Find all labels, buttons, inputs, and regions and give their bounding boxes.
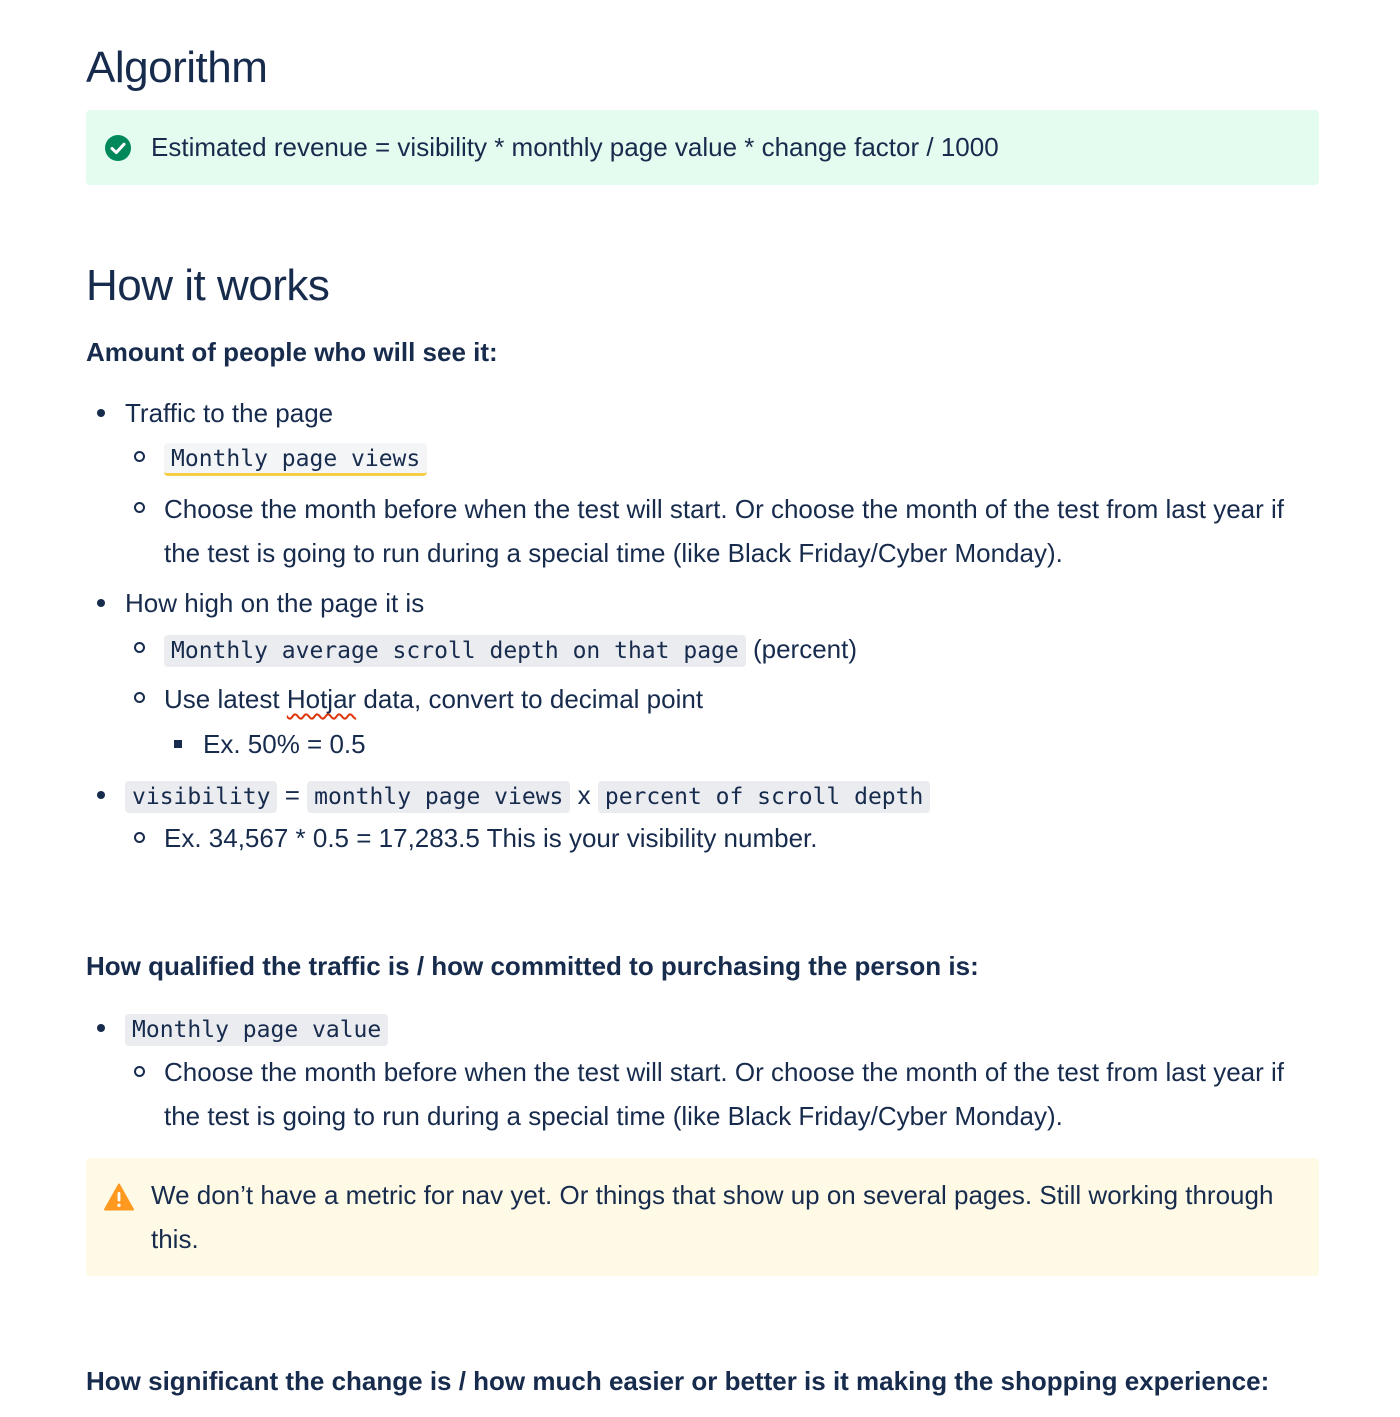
list-item-traffic: Traffic to the page	[125, 398, 334, 428]
section-heading-audience: Amount of people who will see it:	[86, 337, 498, 367]
formula-success-panel	[86, 110, 1319, 185]
bullet	[97, 1024, 105, 1032]
how-it-works-heading: How it works	[86, 261, 330, 310]
bullet	[97, 599, 105, 607]
sub-bullet	[134, 832, 145, 843]
formula-text: Estimated revenue = visibility * monthly page value * change factor / 1000	[151, 132, 999, 162]
equals-sign: =	[284, 780, 300, 810]
list-item-page-height: How high on the page it is	[125, 588, 425, 618]
sub-bullet	[134, 502, 145, 513]
warning-text: We don’t have a metric for nav yet. Or things that show up on several pages. Still working through this.	[151, 1180, 1274, 1254]
times-sign: x	[577, 780, 591, 810]
list-item-monthly-page-value	[125, 1006, 388, 1052]
list-item-month-note: Choose the month before when the test will start. Or choose the month of the test from last year if the test is going to run during a special time (like Black Friday/Cyber Monday).	[164, 494, 1284, 568]
code-percent-scroll-depth: percent of scroll depth	[598, 781, 931, 813]
warning-icon	[104, 1183, 134, 1216]
spellcheck-word[interactable]: Hotjar	[286, 684, 357, 714]
hotjar-note-pre: Use latest	[164, 684, 287, 714]
sub-bullet	[134, 692, 145, 703]
sub-sub-bullet	[174, 740, 182, 748]
algorithm-heading: Algorithm	[86, 43, 268, 92]
list-item-month-note-2: Choose the month before when the test will start. Or choose the month of the test from last year if the test is going to run during a special time (like Black Friday/Cyber Monday).	[164, 1057, 1284, 1131]
check-circle-icon	[104, 134, 132, 167]
code-monthly-page-views-lower: monthly page views	[307, 781, 570, 813]
code-visibility: visibility	[125, 781, 277, 813]
section-heading-change-significance: How significant the change is / how much easier or better is it making the shopping experience:	[86, 1366, 1270, 1396]
percent-suffix: (percent)	[752, 634, 858, 664]
sub-bullet	[134, 642, 145, 653]
bullet	[97, 791, 105, 799]
list-item-visibility-formula	[125, 773, 930, 819]
sub-bullet	[134, 451, 145, 462]
code-monthly-page-views: Monthly page views	[164, 443, 427, 476]
hotjar-note-post: data, convert to decimal point	[356, 684, 704, 714]
warning-panel	[86, 1158, 1319, 1276]
section-heading-qualified-traffic: How qualified the traffic is / how committed to purchasing the person is:	[86, 951, 979, 981]
list-item-hotjar-note	[164, 677, 703, 721]
bullet	[97, 409, 105, 417]
list-item-decimal-example: Ex. 50% = 0.5	[203, 729, 366, 759]
list-item-scroll-depth	[164, 627, 857, 673]
list-item-monthly-page-views	[164, 435, 427, 481]
code-monthly-page-value: Monthly page value	[125, 1014, 388, 1046]
code-scroll-depth: Monthly average scroll depth on that page	[164, 635, 746, 667]
list-item-visibility-example: Ex. 34,567 * 0.5 = 17,283.5 This is your visibility number.	[164, 823, 818, 853]
sub-bullet	[134, 1066, 145, 1077]
